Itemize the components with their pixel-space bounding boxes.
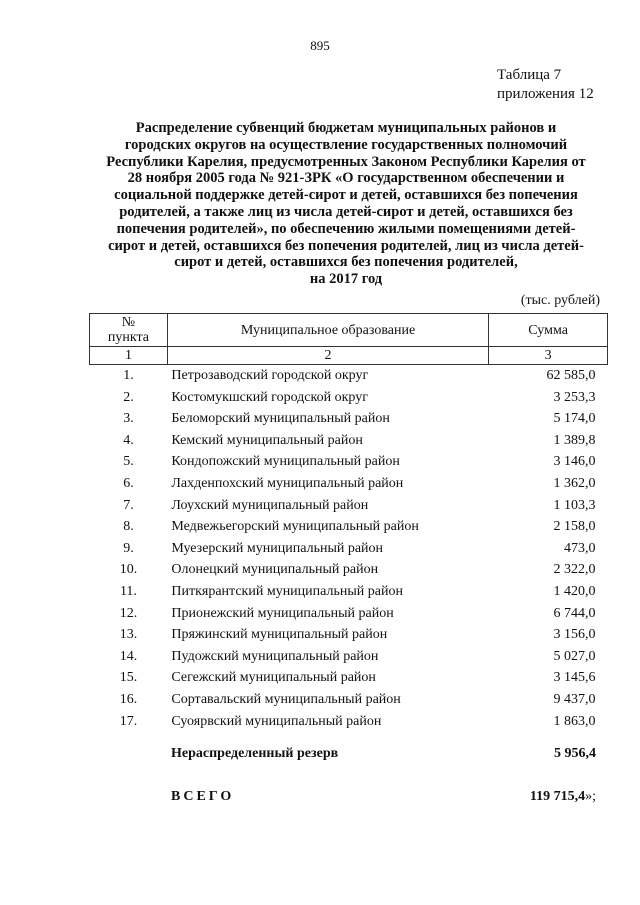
row-sum: 1 420,0 [553,583,596,599]
table-row [90,473,608,495]
row-number: 6. [123,475,134,491]
row-municipality: Сегежский муниципальный район [171,670,376,686]
table-row [90,603,608,625]
row-sum: 6 744,0 [553,605,596,621]
row-number: 9. [123,540,134,556]
row-number: 1. [123,368,134,383]
reserve-value: 5 956,4 [554,746,596,761]
row-municipality: Пряжинский муниципальный район [171,627,388,643]
row-municipality: Питкярантский муниципальный район [171,583,403,599]
table-reference [497,66,594,104]
row-sum: 2 158,0 [553,519,596,535]
row-sum: 3 146,0 [553,454,596,470]
row-sum: 3 156,0 [553,627,596,643]
row-municipality: Кемский муниципальный район [171,432,363,448]
row-municipality: Беломорский муниципальный район [171,411,390,427]
table-row [90,365,608,387]
title-line: сирот и детей, оставшихся без попечения родителей, [174,254,518,271]
row-sum: 3 253,3 [553,389,596,405]
title-line: сирот и детей, оставшихся без попечения родителей, лиц из числа детей- [108,237,584,254]
table-row [90,581,608,603]
table-row [90,711,608,733]
title-line: 28 ноября 2005 года № 921-ЗРК «О государственном обеспечении и [127,170,565,187]
table-row [90,689,608,711]
row-sum: 1 389,8 [553,432,596,448]
column-number: 2 [167,347,488,365]
row-sum: 1 362,0 [553,475,596,491]
row-municipality: Петрозаводский городской округ [171,368,369,383]
subsidy-table [89,313,608,732]
column-number: 1 [90,347,168,365]
row-sum: 473,0 [564,540,596,556]
row-sum: 2 322,0 [553,562,596,578]
title-line: Распределение субвенций бюджетам муниципальных районов и [135,120,557,136]
units-label: (тыс. рублей) [520,293,600,308]
document-title [86,120,606,288]
table-row [90,667,608,689]
row-municipality: Лахденпохский муниципальный район [171,475,404,491]
row-municipality: Прионежский муниципальный район [171,605,394,621]
table-row [90,646,608,668]
row-number: 2. [123,389,134,405]
row-number: 5. [123,454,134,470]
page-number: 895 [310,38,330,53]
column-number-row [90,347,608,365]
column-number: 3 [489,347,608,365]
row-municipality: Лоухский муниципальный район [171,497,369,513]
row-municipality: Сортавальский муниципальный район [171,691,401,707]
row-number: 14. [119,648,138,664]
row-municipality: Муезерский муниципальный район [171,540,384,556]
row-municipality: Костомукшский городской округ [171,389,368,405]
row-municipality: Суоярвский муниципальный район [171,713,382,729]
total-label: ВСЕГО [171,789,235,804]
table-row [90,495,608,517]
row-sum: 1 863,0 [553,713,596,729]
row-number: 13. [119,627,138,643]
table-ref-line-1: Таблица 7 [497,67,562,83]
table-row [90,624,608,646]
row-number: 16. [119,691,138,707]
row-sum: 1 103,3 [553,497,596,513]
row-number: 11. [119,583,137,599]
table-header-row [90,314,608,347]
table-row [90,538,608,560]
header-municipality: Муниципальное образование [167,314,488,347]
table-row [90,516,608,538]
row-sum: 9 437,0 [553,691,596,707]
row-sum: 5 027,0 [553,648,596,664]
row-number: 15. [119,670,138,686]
title-line: социальной поддержке детей-сирот и детей, оставшихся без попечения [114,187,578,204]
row-sum: 62 585,0 [546,368,596,383]
row-sum: 5 174,0 [553,411,596,427]
table-ref-line-2: приложения 12 [497,86,594,102]
row-municipality: Медвежьегорский муниципальный район [171,519,419,535]
row-municipality: Пудожский муниципальный район [171,648,379,664]
header-sum: Сумма [489,314,608,347]
row-sum: 3 145,6 [553,670,596,686]
header-item-number: № пункта [90,314,168,347]
table-row [90,451,608,473]
total-suffix: »; [585,789,596,804]
table-row [90,387,608,409]
row-municipality: Олонецкий муниципальный район [171,562,379,578]
title-line: городских округов на осуществление государственных полномочий [124,136,568,153]
row-number: 12. [119,605,138,621]
title-line: попечения родителей», по обеспечению жилыми помещениями детей- [116,220,576,237]
title-line: на 2017 год [309,271,383,288]
table-row [90,559,608,581]
row-municipality: Кондопожский муниципальный район [171,454,400,470]
row-number: 3. [123,411,134,427]
row-number: 7. [123,497,134,513]
row-number: 4. [123,432,134,448]
table-body [90,365,608,733]
total-value: 119 715,4»; [529,789,596,804]
table-row [90,408,608,430]
row-number: 8. [123,519,134,535]
title-line: родителей, а также лиц из числа детей-сирот и детей, оставшихся без [119,203,573,220]
table-row [90,430,608,452]
reserve-label: Нераспределенный резерв [171,746,339,761]
title-line: Республики Карелия, предусмотренных Законом Республики Карелия от [106,153,586,170]
row-number: 10. [119,562,138,578]
row-number: 17. [119,713,138,729]
